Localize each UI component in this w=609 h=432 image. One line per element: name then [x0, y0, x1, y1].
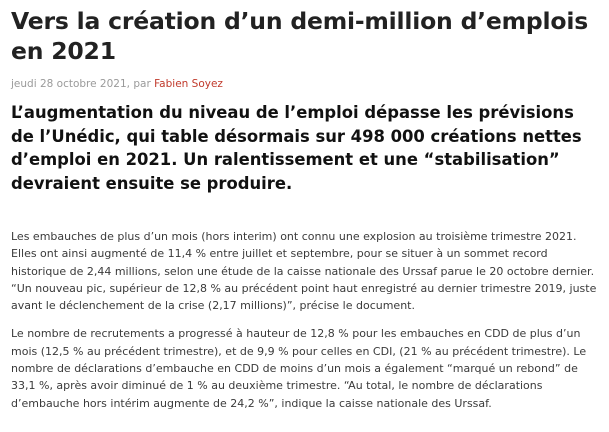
- body-paragraph: Le nombre de recrutements a progressé à hauteur de 12,8 % pour les embauches en CDD de plus d’un mois (12,5 % au précédent trimestre), et de 9,9 % pour celles en CDI, (21 % au précédent trimestre). Le nombre de déclarations d’embauche en CDD de moins d’un mois a également “marqué un rebond” de 33,1 %, après avoir diminué de 1 % au deuxième trimestre. “Au total, le nombre de déclarations d’embauche hors intérim augmente de 24,2 %”, indique la caisse nationale des Urssaf.: [11, 327, 587, 410]
- author-link[interactable]: Fabien Soyez: [154, 78, 223, 90]
- publication-date: jeudi 28 octobre 2021: [11, 78, 127, 90]
- article-byline: [11, 77, 597, 91]
- article-title: Vers la création d’un demi-million d’emplois en 2021: [11, 7, 589, 65]
- article-lede: L’augmentation du niveau de l’emploi dépasse les prévisions de l’Unédic, qui table désormais sur 498 000 créations nettes d’emploi en 2021. Un ralentissement et une “stabilisation” devraient ensuite se produire.: [11, 103, 582, 193]
- byline-separator: , par: [126, 78, 155, 90]
- article-body: [11, 228, 597, 412]
- body-paragraph: Les embauches de plus d’un mois (hors interim) ont connu une explosion au troisième trimestre 2021. Elles ont ainsi augmenté de 11,4 % entre juillet et septembre, pour se situer à un sommet record historique de 2,44 millions, selon une étude de la caisse nationale des Urssaf parue le 20 octobre dernier. “Un nouveau pic, supérieur de 12,8 % au précédent point haut enregistré au dernier trimestre 2019, juste avant le déclenchement de la crise (2,17 millions)”, précise le document.: [11, 230, 597, 313]
